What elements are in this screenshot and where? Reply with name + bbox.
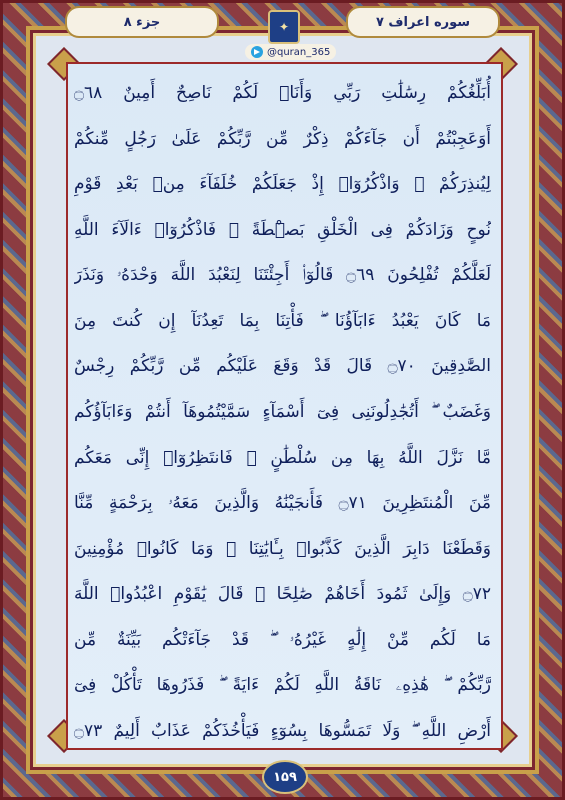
page-number: ۱۵۹ <box>262 760 308 794</box>
verse-line: نُوحٍ وَزَادَكُمْ فِى الْخَلْقِ بَصْۜطَةً ۖ فَاذْكُرُوٓا۟ ءَالَآءَ اللَّهِ <box>74 219 491 240</box>
verse-line: أَرْضِ اللَّهِ ۖ وَلَا تَمَسُّوهَا بِسُوٓءٍ فَيَأْخُذَكُمْ عَذَابٌ أَلِيمٌ ۝٧٣ <box>74 720 491 741</box>
verse-line: ۝٧٢ وَإِلَىٰ ثَمُودَ أَخَاهُمْ صَٰلِحًا ۗ قَالَ يَٰقَوْمِ اعْبُدُوا۟ اللَّهَ <box>74 584 491 605</box>
juz-label: جزء ۸ <box>65 6 219 38</box>
verse-line: رَّبِّكُمْ ۖ هَٰذِهِۦ نَاقَةُ اللَّهِ لَكُمْ ءَايَةً ۖ فَذَرُوهَا تَأْكُلْ فِىٓ <box>74 675 491 696</box>
verse-lines <box>74 74 491 750</box>
verse-line: وَقَطَعْنَا دَابِرَ الَّذِينَ كَذَّبُوا۟ بِـَٔايَٰتِنَا ۖ وَمَا كَانُوا۟ مُؤْمِنِينَ <box>74 538 491 559</box>
verse-line: لِيُنذِرَكُمْ ۚ وَاذْكُرُوٓا۟ إِذْ جَعَلَكُمْ خُلَفَآءَ مِنۢ بَعْدِ قَوْمِ <box>74 174 491 195</box>
telegram-icon <box>251 46 263 58</box>
verse-line: مَا كَانَ يَعْبُدُ ءَابَآؤُنَا ۖ فَأْتِنَا بِمَا تَعِدُنَآ إِن كُنتَ مِنَ <box>74 310 491 331</box>
verse-line: مَا لَكُم مِّنْ إِلَٰهٍ غَيْرُهُۥ ۖ قَدْ جَآءَتْكُم بَيِّنَةٌ مِّن <box>74 629 491 650</box>
verse-line: مِّنَ الْمُنتَظِرِينَ ۝٧١ فَأَنجَيْنَٰهُ وَالَّذِينَ مَعَهُۥ بِرَحْمَةٍ مِّنَّا <box>74 493 491 514</box>
surah-label: سوره اعراف ۷ <box>346 6 500 38</box>
verse-line: وَغَضَبٌ ۖ أَتُجَٰدِلُونَنِى فِىٓ أَسْمَآءٍ سَمَّيْتُمُوهَآ أَنتُمْ وَءَابَآؤُكُم <box>74 401 491 422</box>
verse-line: مَّا نَزَّلَ اللَّهُ بِهَا مِن سُلْطَٰنٍ ۚ فَانتَظِرُوٓا۟ إِنِّى مَعَكُم <box>74 447 491 468</box>
verse-line: لَعَلَّكُمْ تُفْلِحُونَ ۝٦٩ قَالُوٓا۟ أَجِئْتَنَا لِنَعْبُدَ اللَّهَ وَحْدَهُۥ وَنَذَرَ <box>74 265 491 286</box>
verse-line: أُبَلِّغُكُمْ رِسَٰلَٰتِ رَبِّي وَأَنَا۠ لَكُمْ نَاصِحٌ أَمِينٌ ۝٦٨ <box>74 83 491 103</box>
channel-handle[interactable]: @quran_365 <box>267 46 331 58</box>
quran-emblem-icon: ✦ <box>268 10 300 44</box>
verse-line: الصَّٰدِقِينَ ۝٧٠ قَالَ قَدْ وَقَعَ عَلَيْكُم مِّن رَّبِّكُمْ رِجْسٌ <box>74 356 491 377</box>
channel-tag[interactable] <box>245 44 336 60</box>
verse-line: أَوَعَجِبْتُمْ أَن جَآءَكُمْ ذِكْرٌ مِّن رَّبِّكُمْ عَلَىٰ رَجُلٍ مِّنكُمْ <box>74 128 491 149</box>
